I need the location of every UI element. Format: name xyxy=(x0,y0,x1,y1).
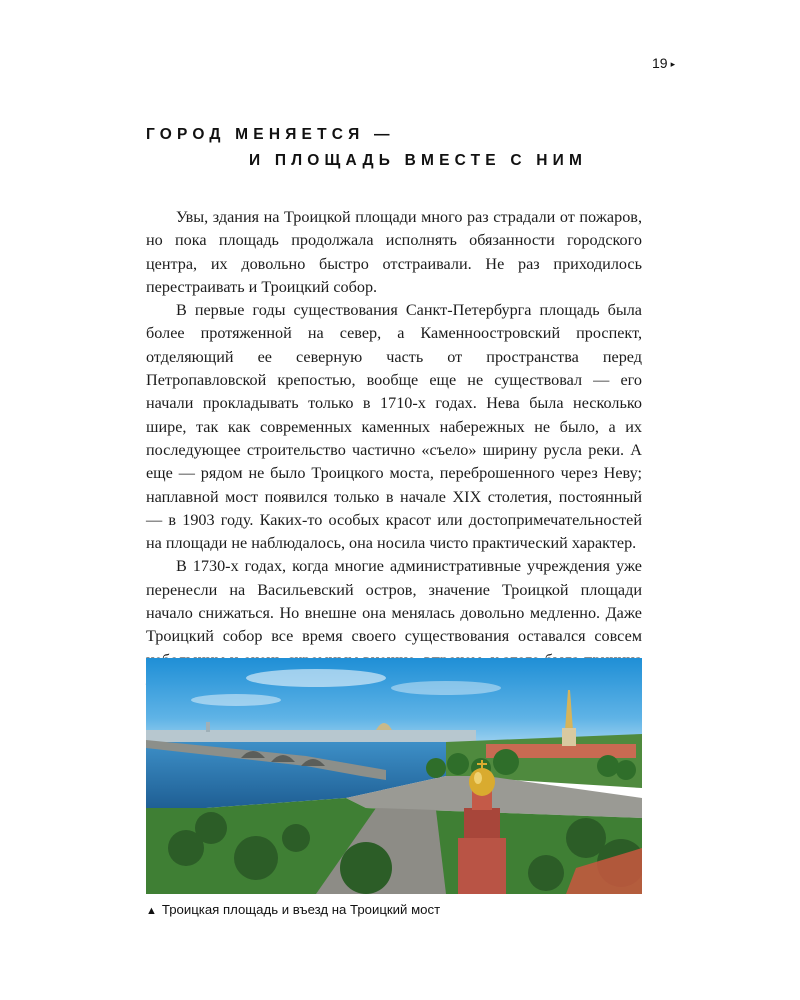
caption-text: Троицкая площадь и въезд на Троицкий мост xyxy=(161,902,441,917)
section-heading xyxy=(146,122,646,174)
photo-caption xyxy=(146,902,440,917)
paragraph-1: Увы, здания на Троицкой площади много раз страдали от пожаров, но пока площадь продолжала исполнять обязанности городского центра, их довольно быстро отстраивали. Не раз приходилось перестраивать и Троицкий собор. xyxy=(146,208,642,296)
page-number xyxy=(652,55,675,71)
caption-triangle-icon: ▲ xyxy=(146,905,157,917)
heading-line-2: И ПЛОЩАДЬ ВМЕСТЕ С НИМ xyxy=(249,152,588,169)
page-number-value: 19 xyxy=(652,55,668,71)
heading-line-1: ГОРОД МЕНЯЕТСЯ — xyxy=(146,126,395,143)
body-text xyxy=(146,206,642,695)
paragraph-2: В первые годы существования Санкт-Петербурга площадь была более протяженной на север, а Каменноостровский проспект, отделяющий ее северную часть от пространства перед Петропавловской крепостью, вообще еще не существовал — его начали прокладывать только в 1710-х годах. Нева была несколько шире, так как современных каменных набережных не было, а их последующее строительство частично «съело» ширину русла реки. А еще — рядом не было Троицкого моста, переброшенного через Неву; наплавной мост появился только в начале XIX столетия, постоянный — в 1903 году. Каких-то особых красот или достопримечательностей на площади не наблюдалось, она носила чисто практический характер. xyxy=(146,301,642,553)
photo-trinity-square xyxy=(146,658,642,894)
page-arrow-icon: ▸ xyxy=(670,59,676,69)
paragraph-3: В 1730-х годах, когда многие административные учреждения уже перенесли на Васильевский остров, значение Троицкой площади начало снижаться. Но внешне она менялась довольно медленно. Даже Троицкий собор все время своего существования оставался совсем xyxy=(146,557,642,646)
